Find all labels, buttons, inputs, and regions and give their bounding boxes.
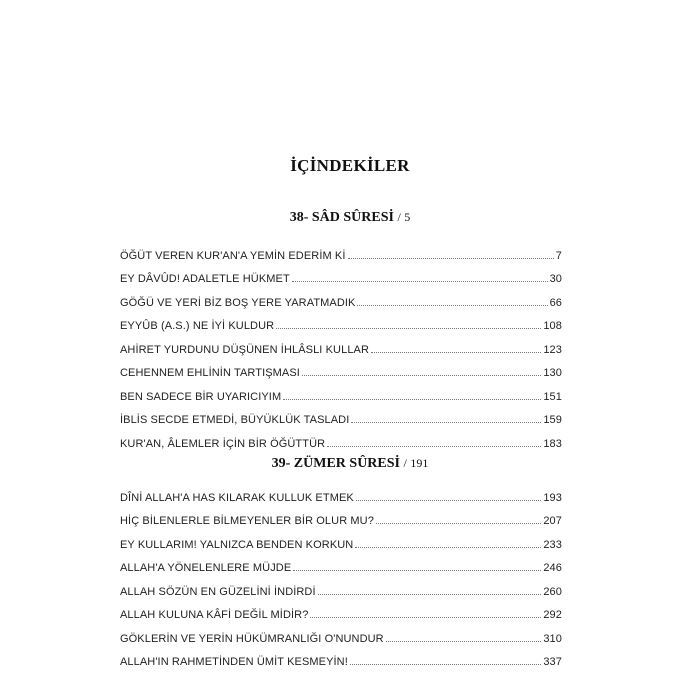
toc-entry-page: 292 bbox=[543, 609, 562, 621]
toc-entry-page: 130 bbox=[543, 367, 562, 379]
dot-leader bbox=[293, 570, 541, 571]
toc-entry[interactable] bbox=[120, 551, 562, 575]
toc-entry-page: 246 bbox=[543, 562, 562, 574]
toc-entry-label: GÖĞÜ VE YERİ BİZ BOŞ YERE YARATMADIK bbox=[120, 296, 356, 309]
dot-leader bbox=[376, 523, 541, 524]
toc-entry-label: EY KULLARIM! YALNIZCA BENDEN KORKUN bbox=[120, 538, 354, 551]
dot-leader bbox=[355, 547, 541, 548]
toc-entry-label: ALLAH SÖZÜN EN GÜZELİNİ İNDİRDİ bbox=[120, 585, 316, 598]
toc-entry-label: ÖĞÜT VEREN KUR'AN'A YEMİN EDERİM Kİ bbox=[120, 249, 346, 262]
section-title: 39- ZÜMER SÛRESİ bbox=[271, 456, 400, 471]
toc-entry-page: 193 bbox=[543, 491, 562, 504]
toc-entry[interactable] bbox=[120, 527, 562, 551]
toc-entry[interactable] bbox=[120, 504, 562, 528]
toc-entry[interactable] bbox=[120, 403, 562, 427]
toc-entry-label: ALLAH'A YÖNELENLERE MÜJDE bbox=[120, 562, 292, 574]
dot-leader bbox=[386, 641, 542, 642]
toc-entry-label: KUR'AN, ÂLEMLER İÇİN BİR ÖĞÜTTÜR bbox=[120, 437, 326, 450]
toc-entry-label: GÖKLERİN VE YERİN HÜKÜMRANLIĞI O'NUNDUR bbox=[120, 632, 384, 645]
dot-leader bbox=[292, 281, 548, 282]
dot-leader bbox=[318, 594, 542, 595]
page-title: İÇİNDEKİLER bbox=[290, 156, 410, 175]
dot-leader bbox=[283, 399, 541, 400]
toc-entry[interactable] bbox=[120, 285, 562, 309]
section-heading-zumer bbox=[0, 456, 700, 472]
dot-leader bbox=[327, 446, 541, 447]
toc-entry-page: 233 bbox=[543, 538, 562, 551]
toc-entry-page: 66 bbox=[549, 296, 562, 309]
toc-entry-label: DÎNİ ALLAH'A HAS KILARAK KULLUK ETMEK bbox=[120, 491, 354, 504]
toc-entry[interactable] bbox=[120, 238, 562, 262]
toc-entry-label: CEHENNEM EHLİNİN TARTIŞMASI bbox=[120, 367, 300, 379]
toc-entry-page: 108 bbox=[543, 320, 562, 332]
toc-entry[interactable] bbox=[120, 379, 562, 403]
toc-entry-page: 159 bbox=[543, 414, 562, 426]
toc-entry[interactable] bbox=[120, 262, 562, 286]
dot-leader bbox=[276, 328, 541, 329]
toc-entry-page: 183 bbox=[543, 437, 562, 450]
dot-leader bbox=[310, 617, 541, 618]
section-heading-sad bbox=[0, 210, 700, 226]
toc-entry[interactable] bbox=[120, 598, 562, 622]
toc-entry-page: 7 bbox=[555, 249, 562, 262]
toc-entry-label: EYYÛB (A.S.) NE İYİ KULDUR bbox=[120, 320, 275, 332]
toc-entry[interactable] bbox=[120, 645, 562, 669]
toc-entry-label: İBLİS SECDE ETMEDİ, BÜYÜKLÜK TASLADI bbox=[120, 414, 350, 426]
toc-entry-page: 207 bbox=[543, 515, 562, 527]
toc-entry-page: 260 bbox=[543, 585, 562, 598]
toc-entry[interactable] bbox=[120, 621, 562, 645]
toc-entry[interactable] bbox=[120, 426, 562, 450]
toc-entry-label: BEN SADECE BİR UYARICIYIM bbox=[120, 390, 282, 403]
toc-entry-label: HİÇ BİLENLERLE BİLMEYENLER BİR OLUR MU? bbox=[120, 515, 374, 527]
dot-leader bbox=[357, 305, 547, 306]
dot-leader bbox=[350, 664, 541, 665]
dot-leader bbox=[356, 500, 542, 501]
toc-entry[interactable] bbox=[120, 309, 562, 333]
section-title: 38- SÂD SÛRESİ bbox=[289, 210, 394, 225]
toc-entry-page: 310 bbox=[543, 632, 562, 645]
toc-entry[interactable] bbox=[120, 574, 562, 598]
toc-entry-page: 151 bbox=[543, 390, 562, 403]
dot-leader bbox=[351, 422, 541, 423]
toc-entry[interactable] bbox=[120, 332, 562, 356]
toc-list-zumer bbox=[120, 480, 562, 668]
toc-entry-page: 337 bbox=[543, 656, 562, 668]
toc-entry-label: ALLAH KULUNA KÂFİ DEĞİL MİDİR? bbox=[120, 609, 309, 621]
toc-entry-label: AHİRET YURDUNU DÜŞÜNEN İHLÂSLI KULLAR bbox=[120, 343, 370, 356]
dot-leader bbox=[302, 375, 541, 376]
toc-entry[interactable] bbox=[120, 480, 562, 504]
section-separator: / bbox=[403, 456, 407, 470]
section-page-number: 191 bbox=[410, 456, 429, 470]
section-separator: / bbox=[397, 210, 401, 224]
section-page-number: 5 bbox=[404, 210, 411, 224]
toc-entry[interactable] bbox=[120, 356, 562, 380]
toc-entry-label: EY DÂVÛD! ADALETLE HÜKMET bbox=[120, 273, 290, 285]
toc-list-sad bbox=[120, 238, 562, 450]
toc-entry-page: 123 bbox=[543, 343, 562, 356]
dot-leader bbox=[348, 258, 554, 259]
toc-entry-label: ALLAH'IN RAHMETİNDEN ÜMİT KESMEYİN! bbox=[120, 656, 348, 668]
toc-entry-page: 30 bbox=[549, 273, 562, 285]
dot-leader bbox=[371, 352, 541, 353]
